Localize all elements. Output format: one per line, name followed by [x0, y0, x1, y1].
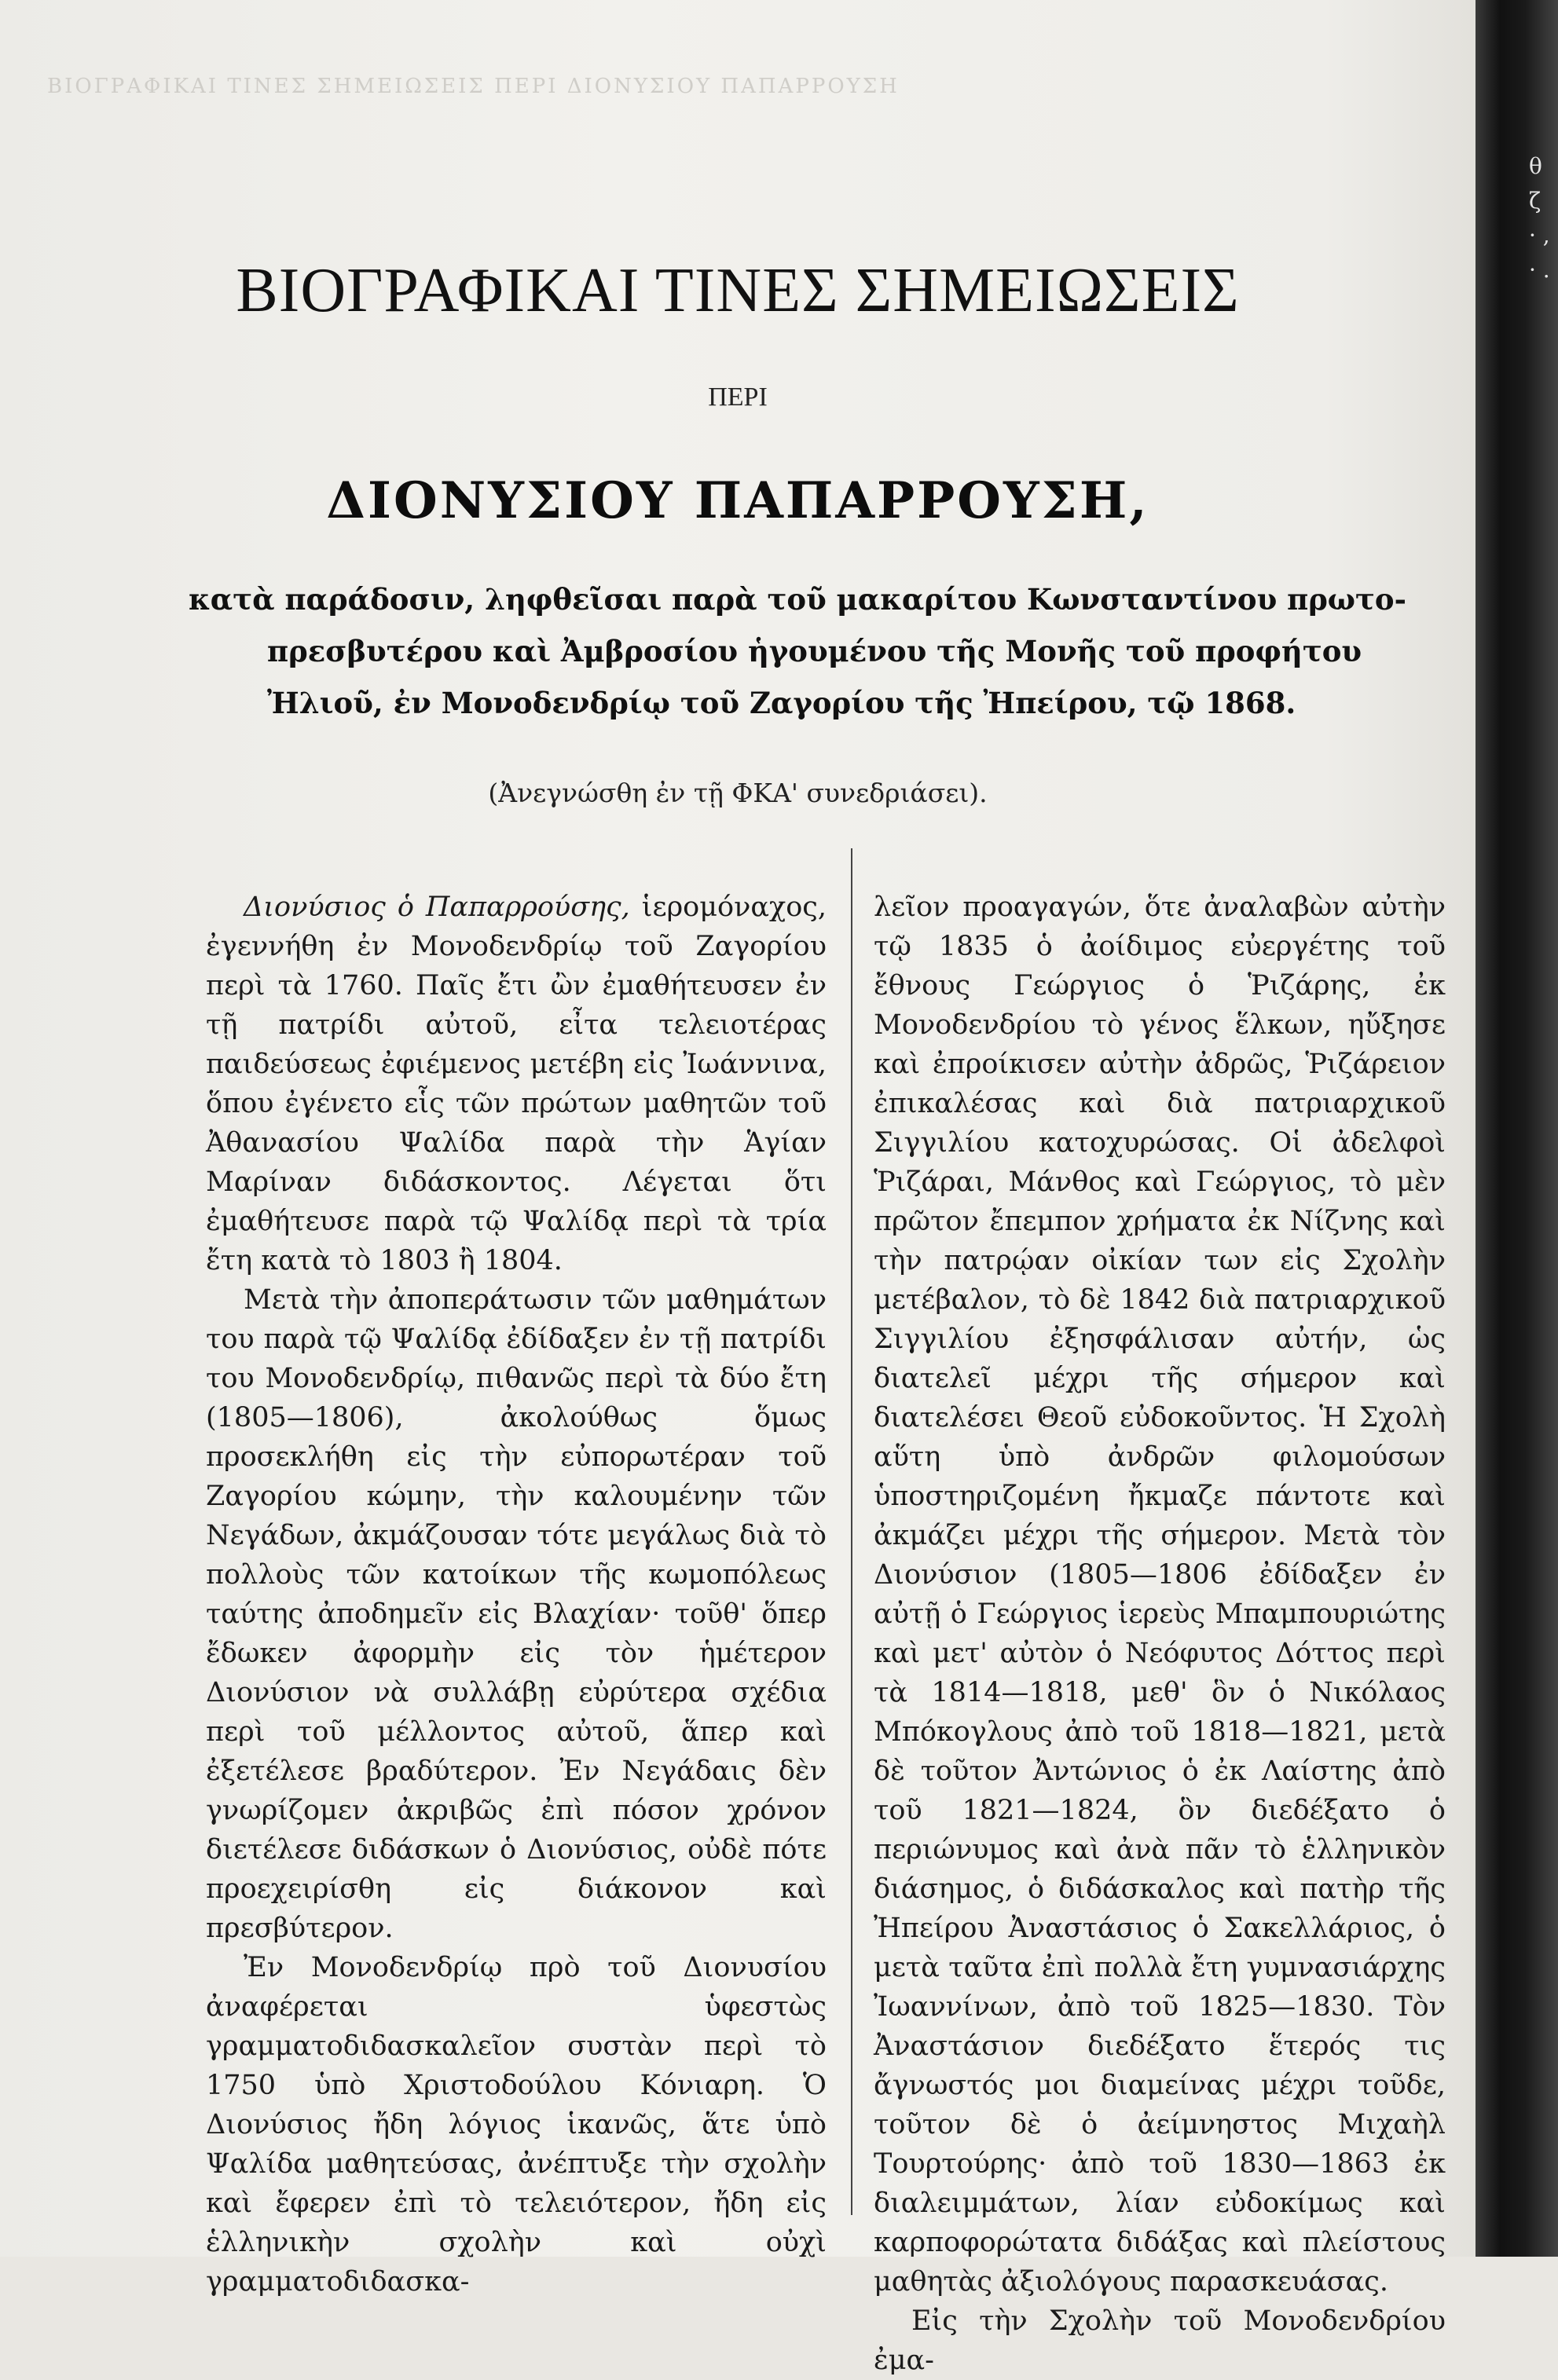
right-column [874, 888, 1446, 2380]
column-rule [851, 848, 852, 2215]
page-title: ΒΙΟΓΡΑΦΙΚΑΙ ΤΙΝΕΣ ΣΗΜΕΙΩΣΕΙΣ [236, 256, 1240, 325]
left-column [206, 888, 827, 2301]
subtitle-block [189, 573, 1477, 729]
subtitle-line-1: κατὰ παράδοσιν, ληφθεῖσαι παρὰ τοῦ μακαρίτου Κωνσταντίνου πρωτο- [189, 582, 1406, 617]
book-spine [1476, 0, 1558, 2257]
paragraph [206, 888, 827, 1280]
paragraph: Εἰς τὴν Σχολὴν τοῦ Μονοδενδρίου ἐμα- [874, 2305, 1446, 2376]
peri-heading: ΠΕΡΙ [708, 383, 768, 412]
paragraph: Ἐν Μονοδενδρίῳ πρὸ τοῦ Διονυσίου ἀναφέρεται ὑφεστὼς γραμματοδιδασκαλεῖον συστὰν περὶ τὸ 1750 ὑπὸ Χριστοδούλου Κόνιαρη. Ὁ Διονύσιος ἤδη λόγιος ἱκανῶς, ἅτε ὑπὸ Ψαλίδα μαθητεύσας, ἀνέπτυξε τὴν σχολὴν καὶ ἔφερεν ἐπὶ τὸ τελειότερον, ἤδη εἰς ἑλληνικὴν σχολὴν καὶ οὐχὶ γραμματοδιδασκα- [206, 1952, 827, 2298]
paragraph-text: ἱερομόναχος, ἐγεννήθη ἐν Μονοδενδρίῳ τοῦ Ζαγορίου περὶ τὰ 1760. Παῖς ἔτι ὢν ἐμαθήτευσεν ἐν τῇ πατρίδι αὐτοῦ, εἶτα τελειοτέρας παιδεύσεως ἐφιέμενος μετέβη εἰς Ἰωάννινα, ὅπου ἐγένετο εἷς τῶν πρώτων μαθητῶν τοῦ Ἀθανασίου Ψαλίδα παρὰ τὴν Ἁγίαν Μαρίναν διδάσκοντος. Λέγεται ὅτι ἐμαθήτευσε παρὰ τῷ Ψαλίδᾳ περὶ τὰ τρία ἔτη κατὰ τὸ 1803 ἢ 1804. [206, 892, 827, 1276]
subtitle-line-2: πρεσβυτέρου καὶ Ἀμβροσίου ἡγουμένου τῆς Μονῆς τοῦ προφήτου [267, 634, 1362, 668]
facing-page-edge: θ ζ · , · . [1529, 153, 1550, 283]
show-through-text: ΒΙΟΓΡΑΦΙΚΑΙ ΤΙΝΕΣ ΣΗΜΕΙΩΣΕΙΣ ΠΕΡΙ ΔΙΟΝΥΣΙΟΥ ΠΑΠΑΡΡΟΥΣΗ [47, 75, 900, 98]
paragraph: Μετὰ τὴν ἀποπεράτωσιν τῶν μαθημάτων του παρὰ τῷ Ψαλίδᾳ ἐδίδαξεν ἐν τῇ πατρίδι του Μονοδενδρίῳ, πιθανῶς περὶ τὰ δύο ἔτη (1805—1806), ἀκολούθως ὅμως προσεκλήθη εἰς τὴν εὐπορωτέραν τοῦ Ζαγορίου κώμην, τὴν καλουμένην τῶν Νεγάδων, ἀκμάζουσαν τότε μεγάλως διὰ τὸ πολλοὺς τῶν κατοίκων τῆς κωμοπόλεως ταύτης ἀποδημεῖν εἰς Βλαχίαν· τοῦθ' ὅπερ ἔδωκεν ἀφορμὴν εἰς τὸν ἡμέτερον Διονύσιον νὰ συλλάβῃ εὐρύτερα σχέδια περὶ τοῦ μέλλοντος αὐτοῦ, ἅπερ καὶ ἐξετέλεσε βραδύτερον. Ἐν Νεγάδαις δὲν γνωρίζομεν ἀκριβῶς ἐπὶ πόσον χρόνον διετέλεσε διδάσκων ὁ Διονύσιος, οὐδὲ πότε προεχειρίσθη εἰς διάκονον καὶ πρεσβύτερον. [206, 1284, 827, 1944]
session-note: (Ἀνεγνώσθη ἐν τῇ ΦΚΑ' συνεδριάσει). [488, 778, 988, 808]
subject-name: ΔΙΟΝΥΣΙΟΥ ΠΑΠΑΡΡΟΥΣΗ, [326, 471, 1149, 530]
paragraph: λεῖον προαγαγών, ὅτε ἀναλαβὼν αὐτὴν τῷ 1835 ὁ ἀοίδιμος εὐεργέτης τοῦ ἔθνους Γεώργιος ὁ Ῥιζάρης, ἐκ Μονοδενδρίου τὸ γένος ἕλκων, ηὔξησε καὶ ἐπροίκισεν αὐτὴν ἀδρῶς, Ῥιζάρειον ἐπικαλέσας καὶ διὰ πατριαρχικοῦ Σιγγιλίου κατοχυρώσας. Οἱ ἀδελφοὶ Ῥιζάραι, Μάνθος καὶ Γεώργιος, τὸ μὲν πρῶτον ἔπεμπον χρήματα ἐκ Νίζνης καὶ τὴν πατρῴαν οἰκίαν των εἰς Σχολὴν μετέβαλον, τὸ δὲ 1842 διὰ πατριαρχικοῦ Σιγγιλίου ἐξησφάλισαν αὐτήν, ὡς διατελεῖ μέχρι τῆς σήμερον καὶ διατελέσει Θεοῦ εὐδοκοῦντος. Ἡ Σχολὴ αὕτη ὑπὸ ἀνδρῶν φιλομούσων ὑποστηριζομένη ἤκμαζε πάντοτε καὶ ἀκμάζει μέχρι τῆς σήμερον. Μετὰ τὸν Διονύσιον (1805—1806 ἐδίδαξεν ἐν αὐτῇ ὁ Γεώργιος ἱερεὺς Μπαμπουριώτης καὶ μετ' αὐτὸν ὁ Νεόφυτος Δόττος περὶ τὰ 1814—1818, μεθ' ὃν ὁ Νικόλαος Μπόκογλους ἀπὸ τοῦ 1818—1821, μετὰ δὲ τοῦτον Ἀντώνιος ὁ ἐκ Λαίστης ἀπὸ τοῦ 1821—1824, ὃν διεδέξατο ὁ περιώνυμος καὶ ἀνὰ πᾶν τὸ ἑλληνικὸν διάσημος, ὁ διδάσκαλος καὶ πατὴρ τῆς Ἠπείρου Ἀναστάσιος ὁ Σακελλάριος, ὁ μετὰ ταῦτα ἐπὶ πολλὰ ἔτη γυμνασιάρχης Ἰωαννίνων, ἀπὸ τοῦ 1825—1830. Τὸν Ἀναστάσιον διεδέξατο ἕτερός τις ἄγνωστός μοι διαμείνας μέχρι τοῦδε, τοῦτον δὲ ὁ ἀείμνηστος Μιχαὴλ Τουρτούρης· ἀπὸ τοῦ 1830—1863 ἐκ διαλειμμάτων, λίαν εὐδοκίμως καὶ καρποφορώτατα διδάξας καὶ πλείστους μαθητὰς ἀξιολόγους παρασκευάσας. [874, 892, 1446, 2298]
name-italic: Διονύσιος ὁ Παπαρρούσης, [244, 892, 630, 923]
subtitle-line-3: Ἠλιοῦ, ἐν Μονοδενδρίῳ τοῦ Ζαγορίου τῆς Ἠπείρου, τῷ 1868. [267, 686, 1296, 720]
